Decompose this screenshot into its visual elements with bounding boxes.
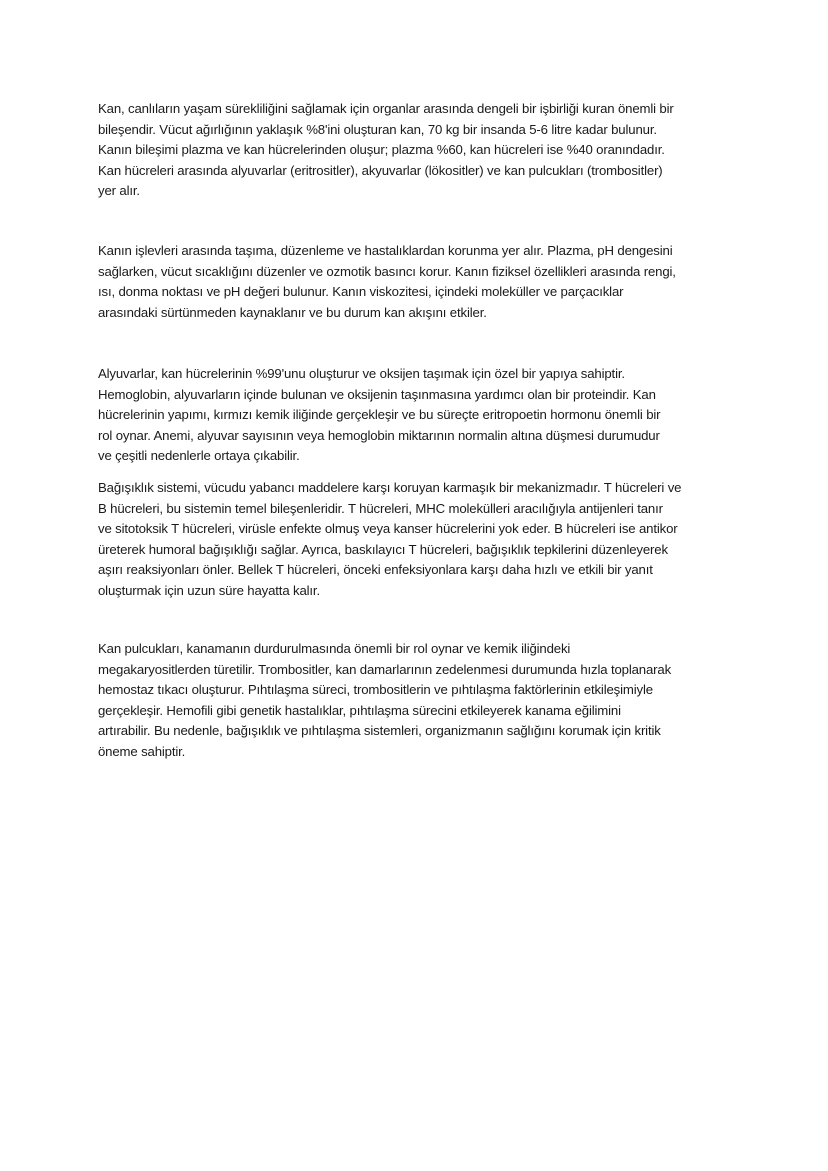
- paragraph-platelets: [98, 639, 738, 763]
- text-line: yer alır.: [98, 183, 140, 199]
- text-line: Hemoglobin, alyuvarların içinde bulunan ve oksijenin taşınmasına yardımcı olan bir proteindir. Kan: [98, 386, 656, 402]
- text-line: megakaryositlerden türetilir. Trombositler, kan damarlarının zedelenmesi durumunda hızla toplanarak: [98, 661, 672, 677]
- text-line: arasındaki sürtünmeden kaynaklanır ve bu durum kan akışını etkiler.: [98, 304, 487, 320]
- text-line: hücrelerinin yapımı, kırmızı kemik iliğinde gerçekleşir ve bu süreçte eritropoetin hormonu önemli bir: [98, 407, 661, 423]
- text-line: Kan pulcukları, kanamanın durdurulmasında önemli bir rol oynar ve kemik iliğindeki: [98, 641, 571, 656]
- text-line: Kan, canlıların yaşam sürekliliğini sağlamak için organlar arasında dengeli bir işbirliği kuran önemli bir: [98, 101, 674, 116]
- text-line: ve sitotoksik T hücreleri, virüsle enfekte olmuş veya kanser hücrelerini yok eder. B hücreleri ise antikor: [98, 521, 678, 537]
- text-line: hemostaz tıkacı oluşturur. Pıhtılaşma süreci, trombositlerin ve pıhtılaşma faktörlerinin etkileşimiyle: [98, 682, 653, 698]
- text-line: aşırı reaksiyonları önler. Bellek T hücreleri, önceki enfeksiyonlara karşı daha hızlı ve etkili bir yanıt: [98, 562, 653, 578]
- text-line: oluşturmak için uzun süre hayatta kalır.: [98, 582, 320, 598]
- text-line: bileşendir. Vücut ağırlığının yaklaşık %8'ini oluşturan kan, 70 kg bir insanda 5-6 litre kadar bulunur.: [98, 121, 657, 137]
- paragraph-blood-functions: [98, 241, 738, 323]
- text-line: Kan hücreleri arasında alyuvarlar (eritrositler), akyuvarlar (lökositler) ve kan pulcukları (trombositler): [98, 162, 663, 178]
- text-line: Bağışıklık sistemi, vücudu yabancı maddelere karşı koruyan karmaşık bir mekanizmadır. T hücreleri ve: [98, 480, 682, 495]
- paragraph-blood-overview: [98, 99, 738, 202]
- text-line: üreterek humoral bağışıklığı sağlar. Ayrıca, baskılayıcı T hücreleri, bağışıklık tepkilerini düzenleyerek: [98, 541, 668, 557]
- text-line: ısı, donma noktası ve pH değeri bulunur. Kanın viskozitesi, içindeki moleküller ve parçacıklar: [98, 284, 624, 300]
- paragraph-immune-system: [98, 478, 738, 602]
- text-line: Kanın işlevleri arasında taşıma, düzenleme ve hastalıklardan korunma yer alır. Plazma, pH dengesini: [98, 243, 673, 258]
- text-line: artırabilir. Bu nedenle, bağışıklık ve pıhtılaşma sistemleri, organizmanın sağlığını korumak için kritik: [98, 723, 661, 739]
- text-line: ve çeşitli nedenlerle ortaya çıkabilir.: [98, 448, 300, 464]
- text-line: rol oynar. Anemi, alyuvar sayısının veya hemoglobin miktarının normalin altına düşmesi durumudur: [98, 427, 660, 443]
- paragraph-erythrocytes: [98, 364, 738, 467]
- text-line: gerçekleşir. Hemofili gibi genetik hastalıklar, pıhtılaşma sürecini etkileyerek kanama eğilimini: [98, 702, 621, 718]
- text-line: Kanın bileşimi plazma ve kan hücrelerinden oluşur; plazma %60, kan hücreleri ise %40 oranındadır.: [98, 142, 665, 158]
- text-line: sağlarken, vücut sıcaklığını düzenler ve ozmotik basıncı korur. Kanın fiziksel özellikleri arasında rengi,: [98, 263, 676, 279]
- text-line: öneme sahiptir.: [98, 743, 186, 759]
- text-line: B hücreleri, bu sistemin temel bileşenleridir. T hücreleri, MHC molekülleri aracılığıyla antijenleri tanır: [98, 500, 663, 516]
- text-line: Alyuvarlar, kan hücrelerinin %99'unu oluşturur ve oksijen taşımak için özel bir yapıya sahiptir.: [98, 366, 625, 381]
